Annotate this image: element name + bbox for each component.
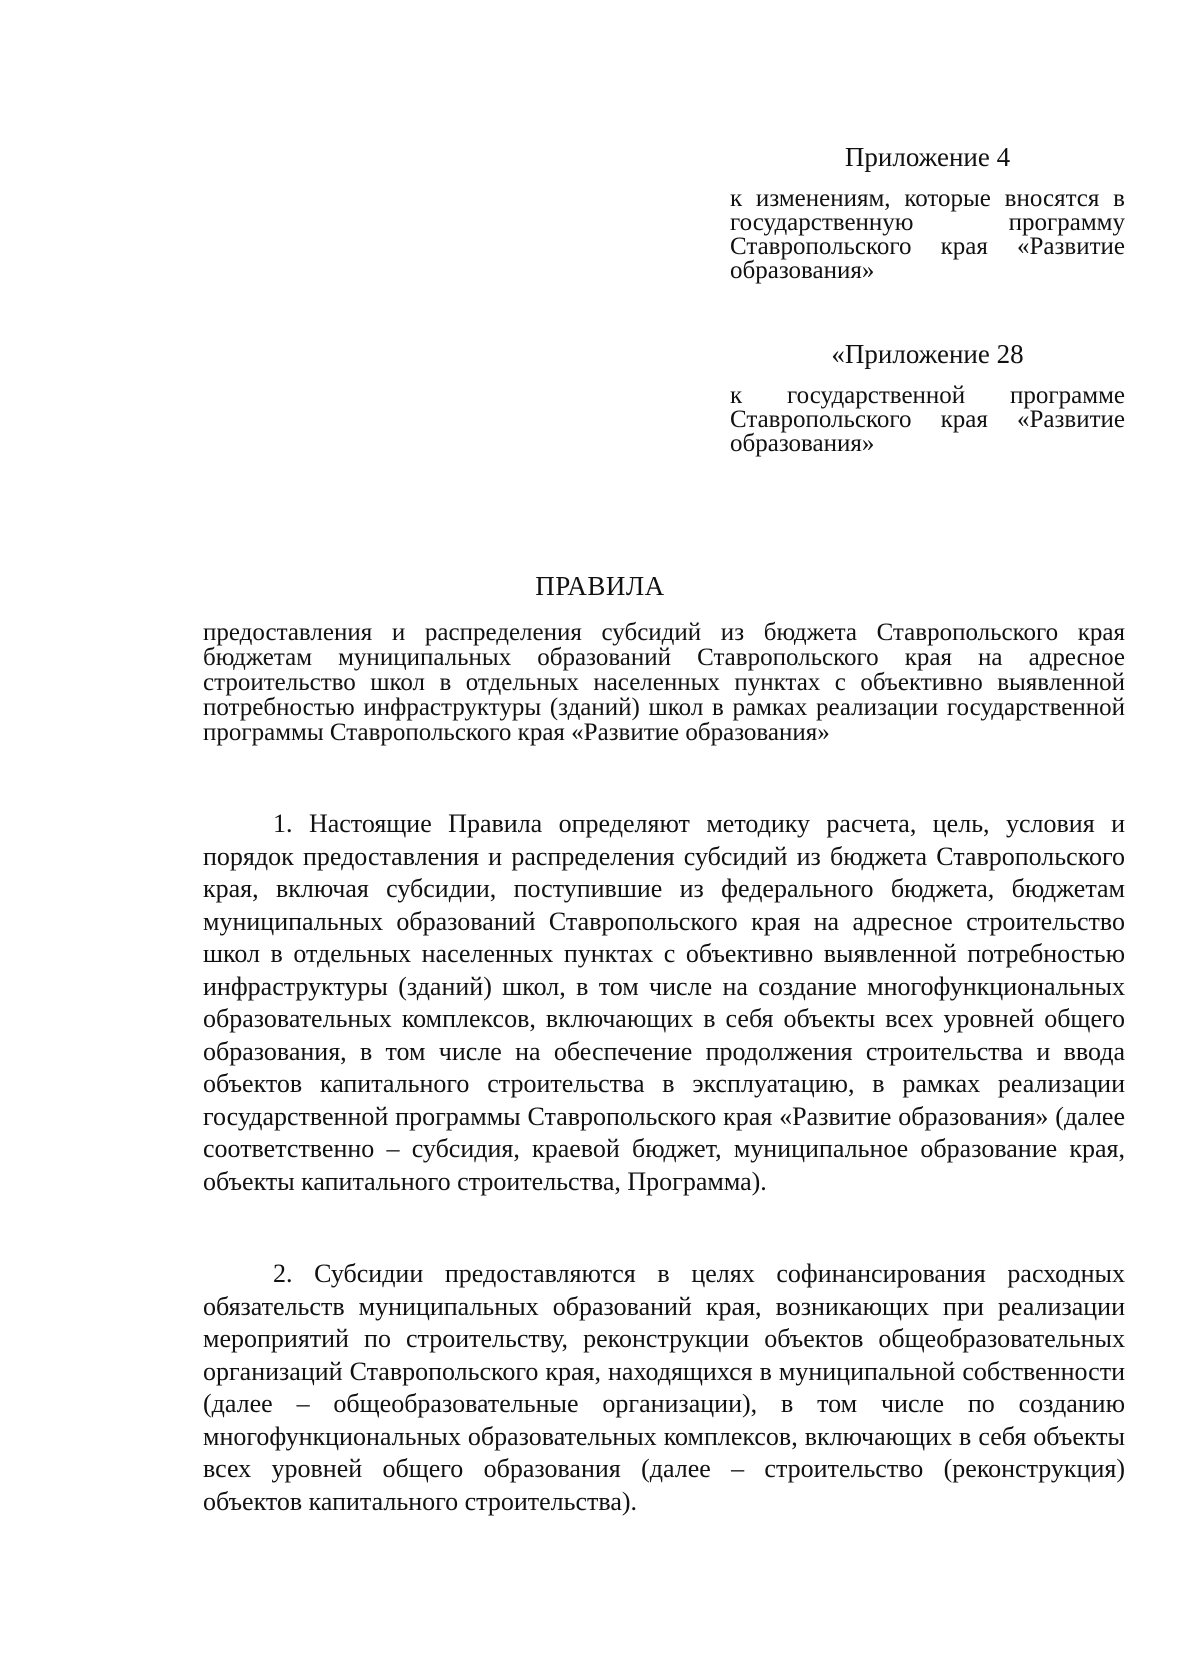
appendix-28-title: «Приложение 28 bbox=[831, 339, 1024, 369]
appendix-4-text: к изменениям, которые вносятся в государственную программу Ставропольского края «Развитие образования» bbox=[730, 185, 1125, 284]
paragraph-1 bbox=[203, 808, 1125, 1198]
paragraph-2-text: Субсидии предоставляются в целях софинансирования расходных обязательств муниципальных образований края, возникающих при реализации мероприятий по строительству, реконструкции объектов общеобразовательных организаций Ставропольского края, находящихся в муниципальной собственности (далее – общеобразовательные организации), в том числе по созданию многофункциональных образовательных комплексов, включающих в себя объекты всех уровней общего образования (далее – строительство (реконструкция) объектов капитального строительства). bbox=[203, 1259, 1126, 1516]
appendix-28-text: к государственной программе Ставропольского края «Развитие образования» bbox=[730, 382, 1125, 457]
paragraph-2 bbox=[203, 1258, 1125, 1518]
document-subtitle: предоставления и распределения субсидий из бюджета Ставропольского края бюджетам муниципальных образований Ставропольского края на адресное строительство школ в отдельных населенных пунктах с объективно выявленной потребностью инфраструктуры (зданий) школ в рамках реализации государственной программы Ставропольского края «Развитие образования» bbox=[203, 619, 1125, 746]
paragraph-1-number: 1. bbox=[273, 809, 293, 838]
paragraph-2-number: 2. bbox=[273, 1259, 293, 1288]
document-title: ПРАВИЛА bbox=[535, 571, 665, 601]
paragraph-1-text: Настоящие Правила определяют методику расчета, цель, условия и порядок предоставления и распределения субсидий из бюджета Ставропольского края, включая субсидии, поступившие из федерального бюджета, бюджетам муниципальных образований Ставропольского края на адресное строительство школ в отдельных населенных пунктах с объективно выявленной потребностью инфраструктуры (зданий) школ, в том числе на создание многофункциональных образовательных комплексов, включающих в себя объекты всех уровней общего образования, в том числе на обеспечение продолжения строительства и ввода объектов капитального строительства в эксплуатацию, в рамках реализации государственной программы Ставропольского края «Развитие образования» (далее соответственно – субсидия, краевой бюджет, муниципальное образование края, объекты капитального строительства, Программа). bbox=[203, 809, 1125, 1196]
appendix-4-header bbox=[730, 141, 1125, 283]
appendix-4-title: Приложение 4 bbox=[844, 142, 1011, 172]
appendix-28-header bbox=[730, 338, 1125, 456]
